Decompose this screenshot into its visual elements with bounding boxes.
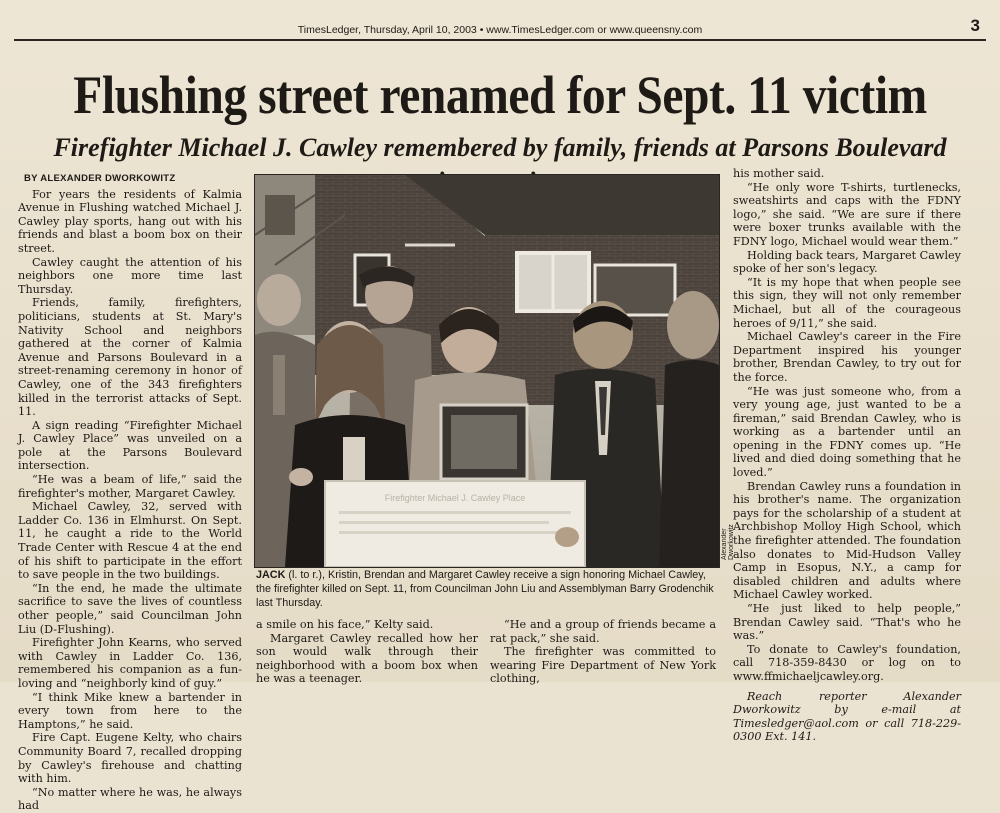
byline: BY ALEXANDER DWORKOWITZ	[24, 173, 176, 184]
paragraph: his mother said.	[733, 167, 825, 180]
page-number: 3	[970, 16, 980, 35]
article-column-2	[256, 618, 478, 686]
paragraph: “He and a group of friends became a rat pack,” she said.	[490, 618, 716, 645]
paragraph: Cawley caught the attention of his neighbors one more time last Thursday.	[18, 255, 242, 296]
paragraph: a smile on his face,” Kelty said.	[256, 618, 434, 631]
header-text: TimesLedger, Thursday, April 10, 2003 • www.TimesLedger.com or www.queensny.com	[297, 24, 703, 36]
paragraph: Michael Cawley's career in the Fire Department inspired his younger brother, Brendan Cawley, to try out for the force.	[733, 330, 961, 384]
ceremony-photo	[254, 174, 720, 568]
paragraph: “He only wore T-shirts, turtlenecks, sweatshirts and caps with the FDNY logo,” she said. “We are sure if there were boxer trunks available with the FDNY logo, Michael would wear them.”	[733, 180, 961, 248]
paragraph: “In the end, he made the ultimate sacrifice to save the lives of countless other people,” said Councilman John Liu (D-Flushing).	[18, 581, 242, 636]
paragraph: “No matter where he was, he always had	[18, 785, 242, 813]
article-column-4	[733, 167, 961, 744]
paragraph: Holding back tears, Margaret Cawley spoke of her son's legacy.	[733, 248, 961, 276]
paragraph: “He just liked to help people,” Brendan Cawley said. “That's who he was.”	[733, 602, 961, 643]
paragraph: Brendan Cawley runs a foundation in his brother's name. The organization pays for the scholarship of a student at Archbishop Molloy High School, which the firefighter attended. The foundation also donates to Mid-Hudson Valley Camp in Esopus, N.Y., a camp for disabled children and adults where Michael Cawley worked.	[733, 479, 961, 602]
caption-lead: JACK	[256, 569, 286, 581]
paragraph: Friends, family, firefighters, politicians, students at St. Mary's Nativity School and neighbors gathered at the corner of Kalmia Avenue and Parsons Boulevard in a street-renaming ceremony in honor of Cawley, one of the 343 firefighters killed in the terrorist attacks of Sept. 11.	[18, 296, 242, 419]
paragraph: “I think Mike knew a bartender in every town from here to the Hamptons,” he said.	[18, 690, 242, 731]
page-header	[14, 16, 986, 41]
article-column-3	[490, 618, 716, 686]
paragraph: The firefighter was committed to wearing Fire Department of New York clothing,	[490, 645, 716, 686]
paragraph: Margaret Cawley recalled how her son would walk through their neighborhood with a boom box when he was a teenager.	[256, 631, 478, 686]
sign-text: Firefighter Michael J. Cawley Place	[384, 493, 526, 503]
paragraph: To donate to Cawley's foundation, call 718-359-8430 or log on to www.ffmichaeljcawley.org.	[733, 642, 961, 683]
paragraph: For years the residents of Kalmia Avenue in Flushing watched Michael J. Cawley play sports, hang out with his friends and blast a boom box on their street.	[18, 187, 242, 255]
photo-credit: Alexander Dworkowitz	[721, 524, 735, 560]
paragraph: Firefighter John Kearns, who served with Cawley in Ladder Co. 136, remembered his companion as a fun-loving and “neighborly kind of guy.”	[18, 636, 242, 690]
subhead: Firefighter Michael J. Cawley remembered by family, friends at Parsons Boulevard	[53, 133, 947, 162]
paragraph: Michael Cawley, 32, served with Ladder Co. 136 in Elmhurst. On Sept. 11, he caught a ride to the World Trade Center with Rescue 4 at the end of his shift to participate in the effort to save people in the two buildings.	[18, 500, 242, 582]
paragraph: “It is my hope that when people see this sign, they will not only remember Michael, but all of the courageous heroes of 9/11,” she said.	[733, 275, 961, 330]
photo-caption	[256, 568, 714, 610]
caption-text: (l. to r.), Kristin, Brendan and Margaret Cawley receive a sign honoring Michael Cawley, the firefighter killed on Sept. 11, from Councilman John Liu and Assemblyman Barry Grodenchik last Thursday.	[256, 569, 714, 609]
paragraph: A sign reading “Firefighter Michael J. Cawley Place” was unveiled on a pole at the Parsons Boulevard intersection.	[18, 418, 242, 473]
paragraph: Fire Capt. Eugene Kelty, who chairs Community Board 7, recalled dropping by Cawley's firehouse and chatting with him.	[18, 731, 242, 786]
reporter-contact: Reach reporter Alexander Dworkowitz by e-mail at Timesledger@aol.com or call 718-229-0300 Ext. 141.	[733, 689, 961, 744]
paragraph: “He was a beam of life,” said the firefighter's mother, Margaret Cawley.	[18, 473, 242, 500]
paragraph: “He was just someone who, from a very young age, just wanted to be a fireman,” said Brendan Cawley, who is working as a bartender until an opening in the FDNY comes up. “He lived and died doing something that he loved.”	[733, 384, 961, 480]
photo-illustration	[255, 175, 719, 567]
headline: Flushing street renamed for Sept. 11 victim	[73, 65, 927, 125]
article-column-1	[18, 172, 242, 813]
